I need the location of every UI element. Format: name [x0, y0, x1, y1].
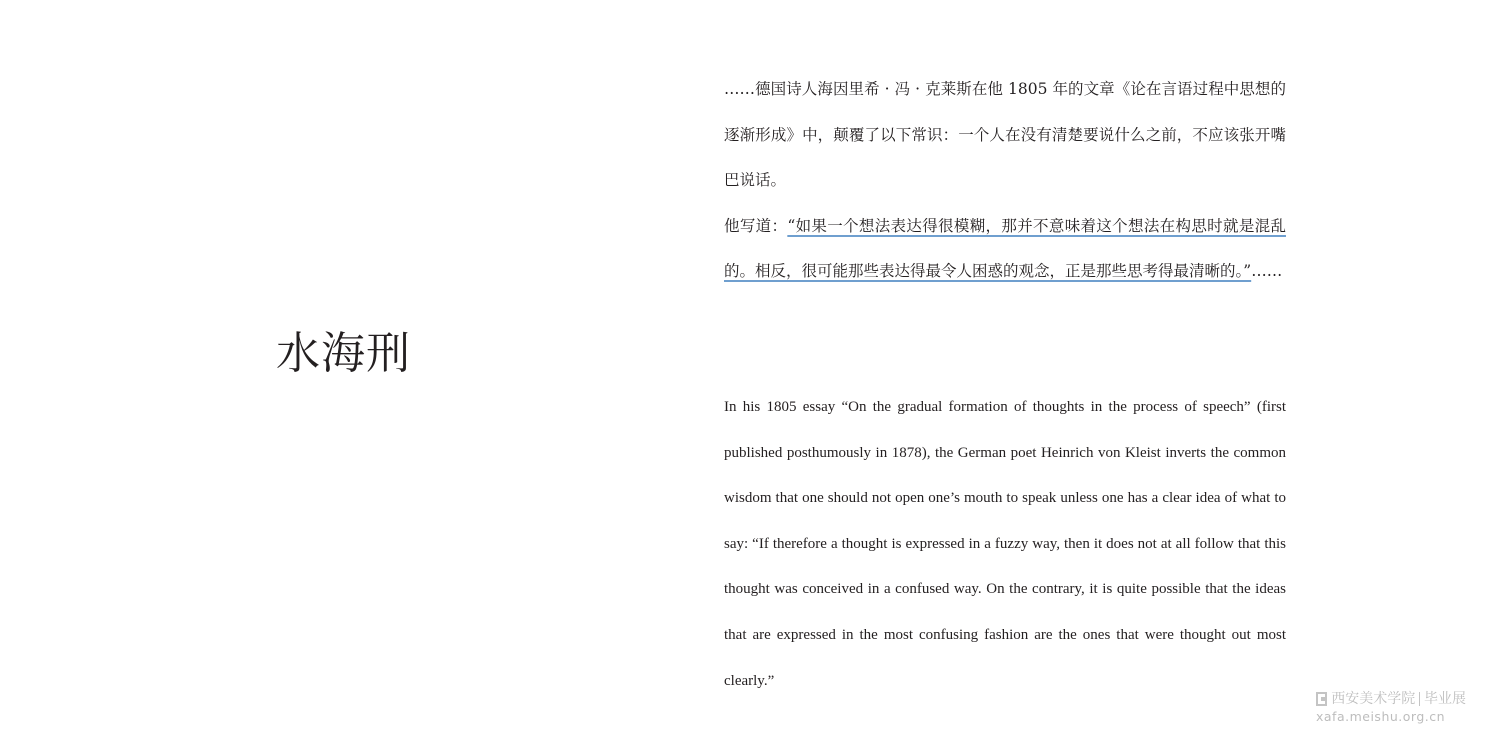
chinese-quote-suffix: …… — [1251, 262, 1283, 281]
artwork-title: 水海刑 — [276, 328, 411, 379]
chinese-highlighted-quote: “如果一个想法表达得很模糊，那并不意味着这个想法在构思时就是混乱的。相反，很可能那些表达得最令人困惑的观念，正是那些思考得最清晰的。” — [724, 216, 1286, 281]
watermark — [1316, 690, 1466, 730]
watermark-header — [1316, 690, 1466, 708]
chinese-paragraph-2 — [724, 204, 1286, 295]
chinese-text-block — [724, 67, 1286, 295]
chinese-paragraph-1: ……德国诗人海因里希 · 冯 · 克莱斯在他 1805 年的文章《论在言语过程中思想的逐渐形成》中，颠覆了以下常识：一个人在没有清楚要说什么之前，不应该张开嘴巴说话。 — [724, 80, 1286, 190]
watermark-divider — [1419, 692, 1420, 706]
watermark-url: xafa.meishu.org.cn — [1316, 709, 1446, 724]
school-logo-icon — [1316, 692, 1327, 706]
chinese-quote-prefix: 他写道： — [724, 216, 788, 235]
watermark-name: 西安美术学院 — [1331, 691, 1416, 707]
watermark-tag: 毕业展 — [1424, 691, 1466, 707]
english-paragraph: In his 1805 essay “On the gradual formation of thoughts in the process of speech” (first published posthumously in 1878), the German poet Heinrich von Kleist inverts the common wisdom that one should not open one’s mouth to speak unless one has a clear idea of what to say: “If therefore a thought is expressed in a fuzzy way, then it does not at all follow that this thought was conceived in a confused way. On the contrary, it is quite possible that the ideas that are expressed in the most confusing fashion are the ones that were thought out most clearly.” — [724, 399, 1286, 689]
